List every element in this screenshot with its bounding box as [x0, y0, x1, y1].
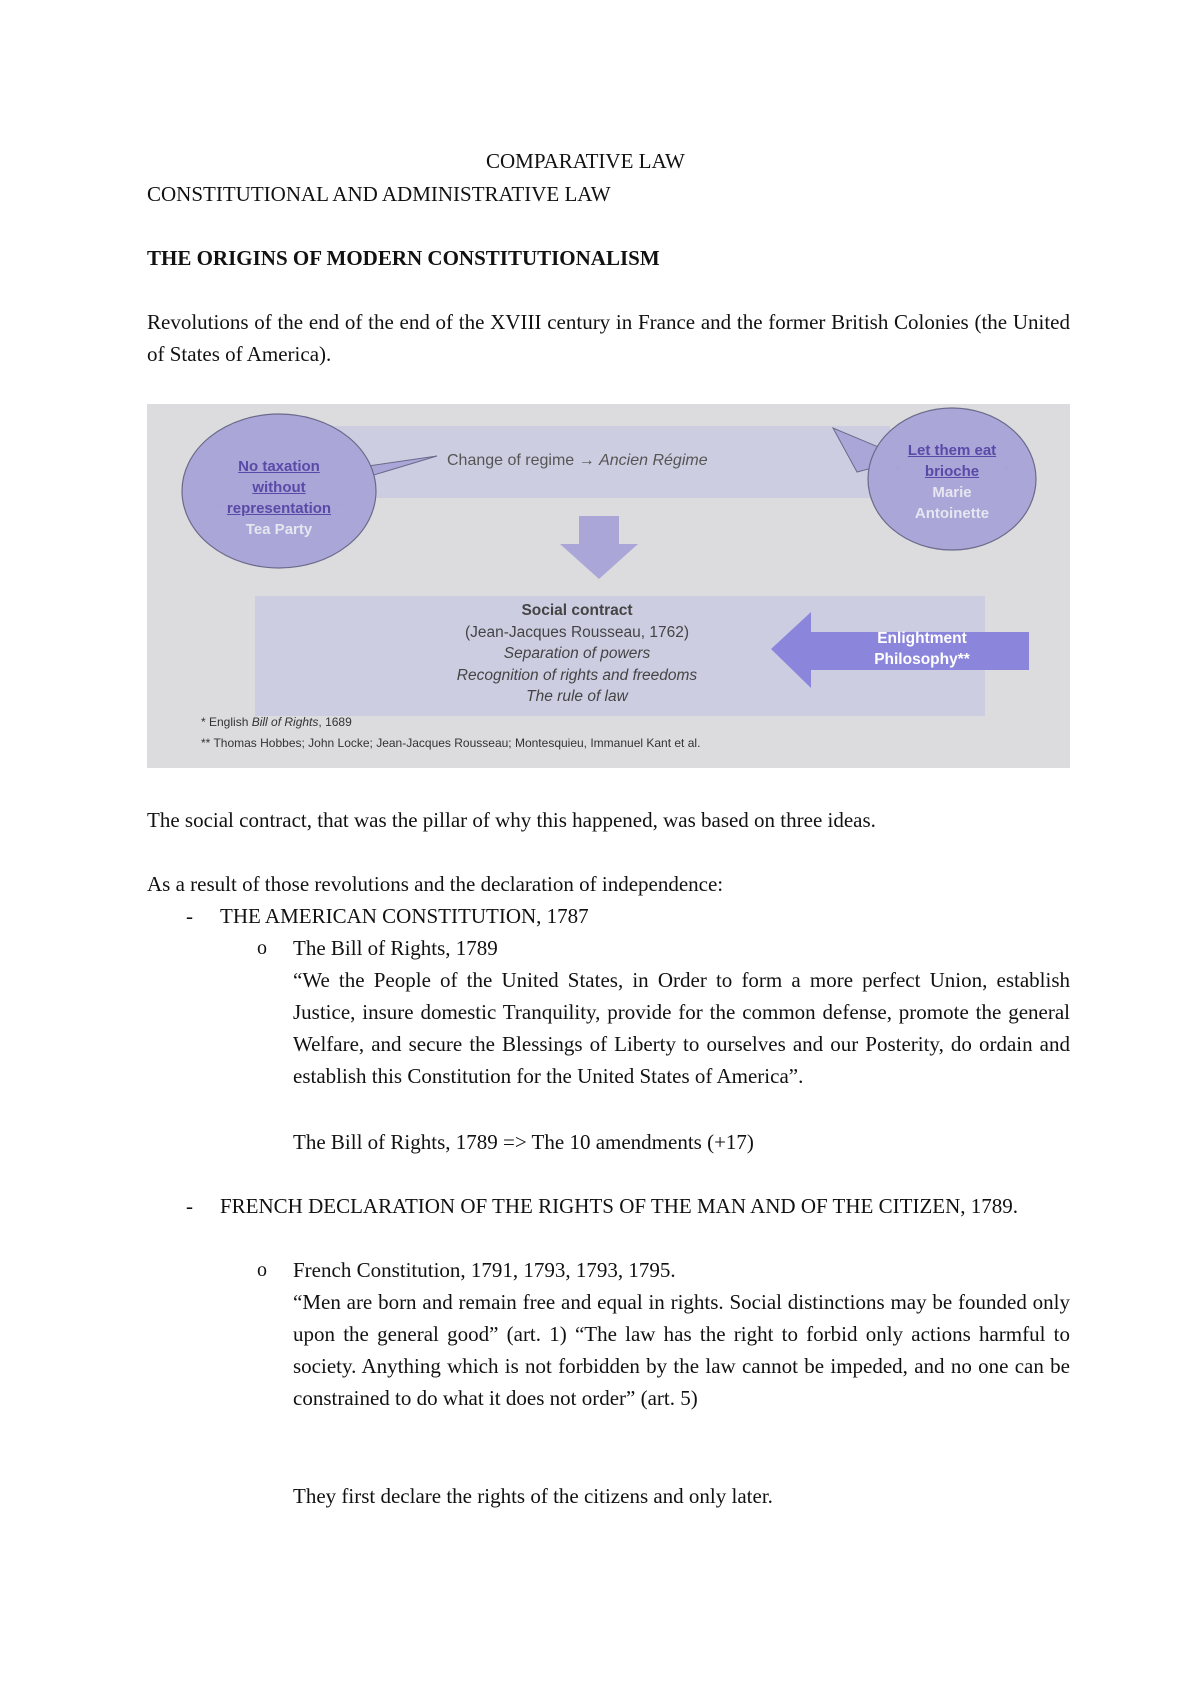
regime-prefix: Change of regime → [447, 452, 595, 469]
bill-of-rights-item: The Bill of Rights, 1789 [293, 936, 498, 960]
right-quote-open: “ [894, 463, 902, 480]
enlightment-philosophy-label: Enlightment Philosophy** [874, 630, 970, 668]
right-quote-close: ” [1002, 463, 1010, 480]
left-quote-close: ” [334, 500, 342, 517]
document-subtitle: CONSTITUTIONAL AND ADMINISTRATIVE LAW [147, 182, 611, 206]
right-bubble-text [887, 440, 1017, 524]
change-of-regime-label [447, 452, 708, 470]
amendments-line: The Bill of Rights, 1789 => The 10 amendments (+17) [293, 1130, 754, 1154]
we-the-people-quote: “We the People of the United States, in Order to form a more perfect Union, establish Justice, insure domestic Tranquility, provide for the common defense, promote the general Welfare, and secure the Blessings of Liberty to ourselves and our Posterity, do ordain and establish this Constitution for the United States of America”. [293, 968, 1070, 1088]
left-bubble-text [199, 456, 359, 540]
ancien-regime-label: Ancien Régime [599, 452, 708, 469]
bill-bullet: o [257, 937, 267, 959]
down-arrow-shape [560, 516, 638, 579]
rights-of-man-quote: “Men are born and remain free and equal in rights. Social distinctions may be founded only upon the general good” (art. 1) “The law has the right to forbid only actions harmful to society. Anything which is not forbidden by the law cannot be impeded, and no one can be constrained to do what it does not order” (art. 5) [293, 1290, 1070, 1410]
american-dash: - [186, 904, 193, 928]
marie-antoinette-label: Marie Antoinette [914, 484, 990, 522]
footnote-philosophers: ** Thomas Hobbes; John Locke; Jean-Jacques Rousseau; Montesquieu, Immanuel Kant et al. [201, 736, 701, 750]
american-constitution-heading: THE AMERICAN CONSTITUTION, 1787 [220, 904, 589, 928]
document-title: COMPARATIVE LAW [486, 149, 685, 173]
footnote1-prefix: * English [201, 715, 252, 729]
constitution-bullet: o [257, 1259, 267, 1281]
brioche-quote: Let them eat brioche [907, 442, 997, 480]
closing-sentence: They first declare the rights of the citizens and only later. [293, 1484, 773, 1508]
french-declaration-heading: FRENCH DECLARATION OF THE RIGHTS OF THE MAN AND OF THE CITIZEN, 1789. [220, 1194, 1019, 1218]
rule-of-law: The rule of law [526, 688, 628, 705]
social-contract-title: Social contract [521, 602, 633, 619]
no-taxation-quote: No taxation without representation [226, 458, 332, 517]
intro-paragraph: Revolutions of the end of the end of the XVIII century in France and the former British Colonies (the United of States of America). [147, 310, 1070, 366]
rousseau-line: (Jean-Jacques Rousseau, 1762) [464, 623, 690, 641]
french-constitution-item: French Constitution, 1791, 1793, 1793, 1795. [293, 1258, 676, 1282]
french-dash: - [186, 1194, 193, 1218]
footnote-bill-of-rights [201, 715, 352, 729]
social-contract-box [447, 600, 707, 708]
section-heading: THE ORIGINS OF MODERN CONSTITUTIONALISM [147, 246, 660, 270]
separation-of-powers: Separation of powers [503, 645, 651, 662]
social-contract-paragraph: The social contract, that was the pillar of why this happened, was based on three ideas. [147, 808, 876, 832]
footnote1-suffix: , 1689 [318, 715, 352, 729]
left-quote-open: “ [216, 500, 224, 517]
origins-diagram [147, 404, 1070, 768]
tea-party-label: Tea Party [245, 521, 313, 538]
result-intro-paragraph: As a result of those revolutions and the declaration of independence: [147, 872, 724, 896]
footnote1-italic: Bill of Rights [251, 715, 319, 729]
recognition-of-rights: Recognition of rights and freedoms [456, 666, 698, 684]
